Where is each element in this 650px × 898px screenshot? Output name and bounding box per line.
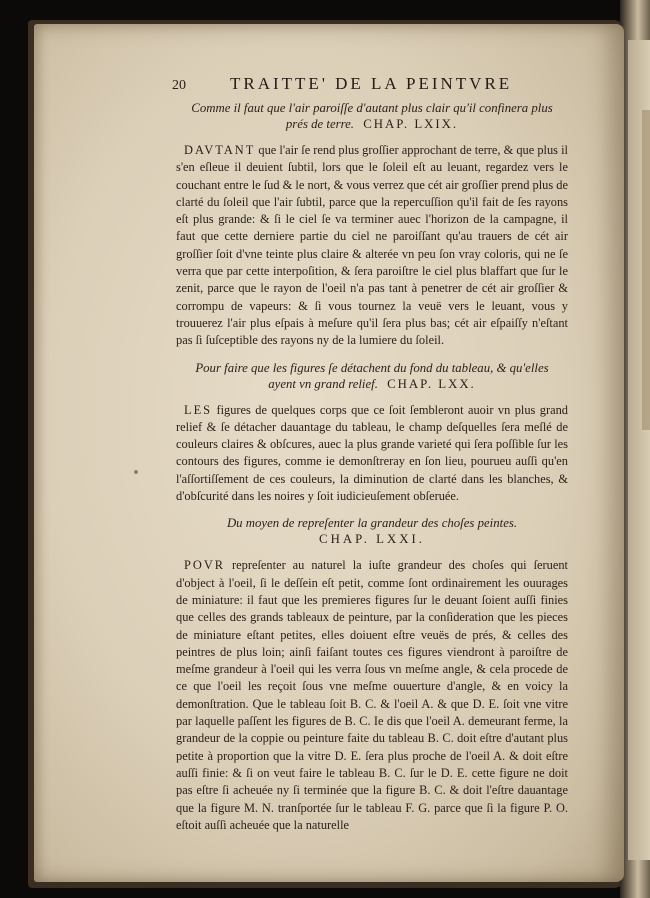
- paragraph-lead: LES: [184, 402, 213, 417]
- chapter-title: Du moyen de repreſenter la grandeur des choſes peintes.: [226, 516, 518, 531]
- page-number: 20: [172, 78, 186, 93]
- paragraph-body: que l'air ſe rend plus groſſier approchant de terre, & que plus il s'en eſleue il deuient ſubtil, lors que le ſoleil eſt au leuant, regardez vers le couchant entre le ſud & le nort, & vous verrez que cét air groſſier prend plus de clarté du ſoleil que l'air ſubtil, parce que la repercuſſion qu'il fait de ſes rayons eſt plus grande: & ſi le ciel ſe va terminer auec l'horizon de la campagne, il faut que cette derniere partie du ciel ne paroiſſant qu'au trauers de cét air groſſier ſoit d'vne teinte plus claire & alterée vn peu ſon vray coloris, qui ne ſe verra que par cette interpoſition, & ſera paroiſtre le ciel plus blaffart que ſur le zenit, parce que le rayon de l'oeil n'a pas tant à penetrer de cét air groſſier & corrompu de vapeurs: & ſi vous tournez la veuë vers le leuant, vous y trouuerez l'air plus eſpais à meſure qu'il ſera plus bas; cét air eſpaiſſy n'eſtant pas ſi ſuſceptible des rayons ny de la lumiere du ſoleil.: [176, 143, 568, 348]
- chapter-heading: [176, 100, 568, 132]
- paragraph: [176, 402, 568, 506]
- paragraph-lead: DAVTANT: [184, 143, 256, 157]
- page-header: [172, 72, 532, 96]
- paragraph-lead: POVR: [184, 558, 226, 573]
- chapter-title: Comme il faut que l'air paroiſſe d'autant plus clair qu'il confinera plus prés de terre.: [191, 101, 553, 131]
- paragraph: [176, 142, 568, 350]
- page-text: [176, 100, 568, 844]
- chapter-number: CHAP. LXIX.: [363, 117, 459, 131]
- chapter-number: CHAP. LXXI.: [319, 532, 425, 547]
- paragraph-body: figures de quelques corps que ce ſoit ſembleront auoir vn plus grand relief & ſe détacher dauantage du tableau, le champ deſquelles ſera meſlé de couleurs claires & obſcures, auec la plus grande varieté qui ſera poſſible ſur les contours des figures, comme ie demonſtreray en ſon lieu, pourueu auſſi qu'en l'aſſortiſſement de ces couleurs, la diminution de clarté dans les blanches, & d'obſcurité dans les noires y ſoit iudicieuſement obſeruée.: [176, 402, 568, 504]
- chapter-heading: [176, 515, 568, 547]
- facing-page-strip: [642, 110, 650, 430]
- running-head: TRAITTE' DE LA PEINTVRE: [230, 74, 513, 93]
- ink-spot: [134, 470, 138, 474]
- paragraph-body: repreſenter au naturel la iuſte grandeur des choſes qui ſeruent d'object à l'oeil, ſi le deſſein eſt petit, comme ſont ordinairement les ouurages de miniature: il faut que les premieres figures ſur le deuant ſoient auſſi finies que celles des grands tableaux de peinture, par la conſideration que les pieces de miniature eſtant petites, elles doiuent eſtre veuës de prés, & celles des peintres de plus loin; ainſi faiſant toutes ces figures viendront à paroiſtre de meſme grandeur à l'oeil qui les verra ſous vn meſme angle, & cela procede de ce que l'oeil les reçoit ſous vne meſme ouuerture d'angle, & en voicy la demonſtration. Que le tableau ſoit B. C. & l'oeil A. & que D. E. ſoit vne vitre par laquelle paſſent les figures de B. C. Ie dis que l'oeil A. demeurant ferme, la grandeur de la coppie ou peinture faite du tableau B. C. doit eſtre d'autant plus petite à proportion que la vitre D. E. ſera plus proche de l'oeil A. & doit eſtre auſſi finie: & ſi on veut faire le tableau B. C. ſur le D. E. cette figure ne doit pas eſtre ſi acheuée ny ſi terminée que la figure B. C. & doit l'eſtre dauantage que la figure M. N. tranſportée ſur le tableau F. G. parce que ſi la figure P. O. eſtoit auſſi acheuée que la naturelle: [176, 558, 568, 832]
- chapter-heading: [176, 360, 568, 392]
- facing-page-edge: [628, 40, 650, 860]
- chapter-title: Pour faire que les figures ſe détachent du fond du tableau, & qu'elles ayent vn grand relief.: [195, 360, 549, 391]
- chapter-number: CHAP. LXX.: [387, 376, 476, 391]
- paragraph: [176, 557, 568, 834]
